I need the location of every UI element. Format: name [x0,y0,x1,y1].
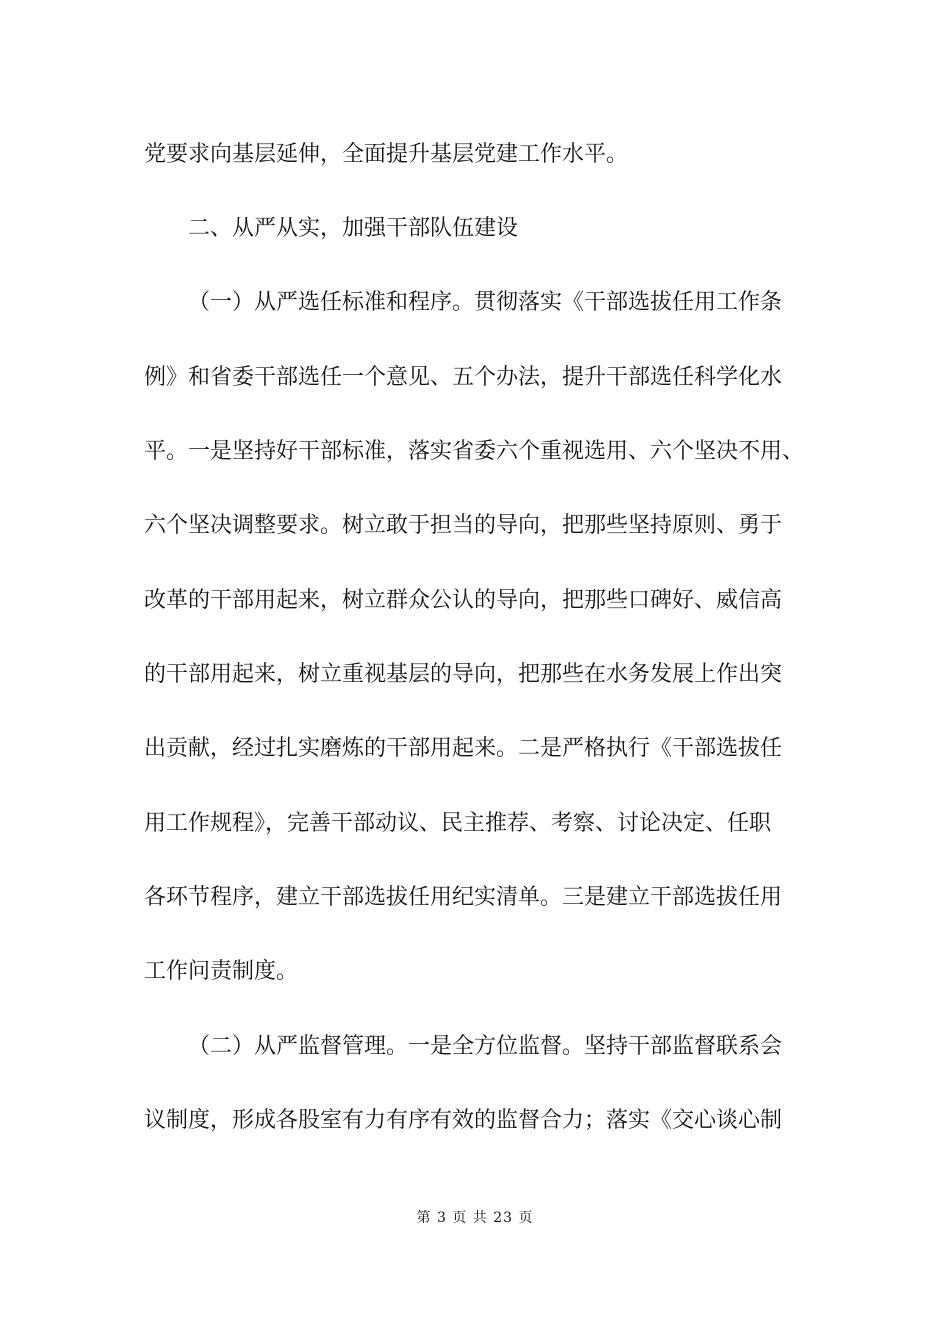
body-line-3: （一）从严选任标准和程序。贯彻落实《干部选拔任用工作条 [188,290,783,315]
body-line-14: 议制度，形成各股室有力有序有效的监督合力；落实《交心谈心制 [144,1108,783,1133]
body-line-13: （二）从严监督管理。一是全方位监督。坚持干部监督联系会 [188,1034,783,1059]
body-line-6: 六个坚决调整要求。树立敢于担当的导向，把那些坚持原则、勇于 [144,513,783,538]
body-line-5: 平。一是坚持好干部标准，落实省委六个重视选用、六个坚决不用、 [144,439,805,464]
body-line-7: 改革的干部用起来，树立群众公认的导向，把那些口碑好、威信高 [144,588,783,613]
body-line-9: 出贡献，经过扎实磨炼的干部用起来。二是严格执行《干部选拔任 [144,736,783,761]
page-footer: 第 3 页 共 23 页 [416,1210,534,1226]
body-line-1: 党要求向基层延伸，全面提升基层党建工作水平。 [144,142,629,167]
section-heading: 二、从严从实，加强干部队伍建设 [188,216,519,241]
body-line-11: 各环节程序，建立干部选拔任用纪实清单。三是建立干部选拔任用 [144,885,783,910]
body-line-4: 例》和省委干部选任一个意见、五个办法，提升干部选任科学化水 [144,365,783,390]
body-line-8: 的干部用起来，树立重视基层的导向，把那些在水务发展上作出突 [144,662,783,687]
body-line-10: 用工作规程》，完善干部动议、民主推荐、考察、讨论决定、任职 [144,811,772,836]
body-line-12: 工作问责制度。 [144,959,299,984]
